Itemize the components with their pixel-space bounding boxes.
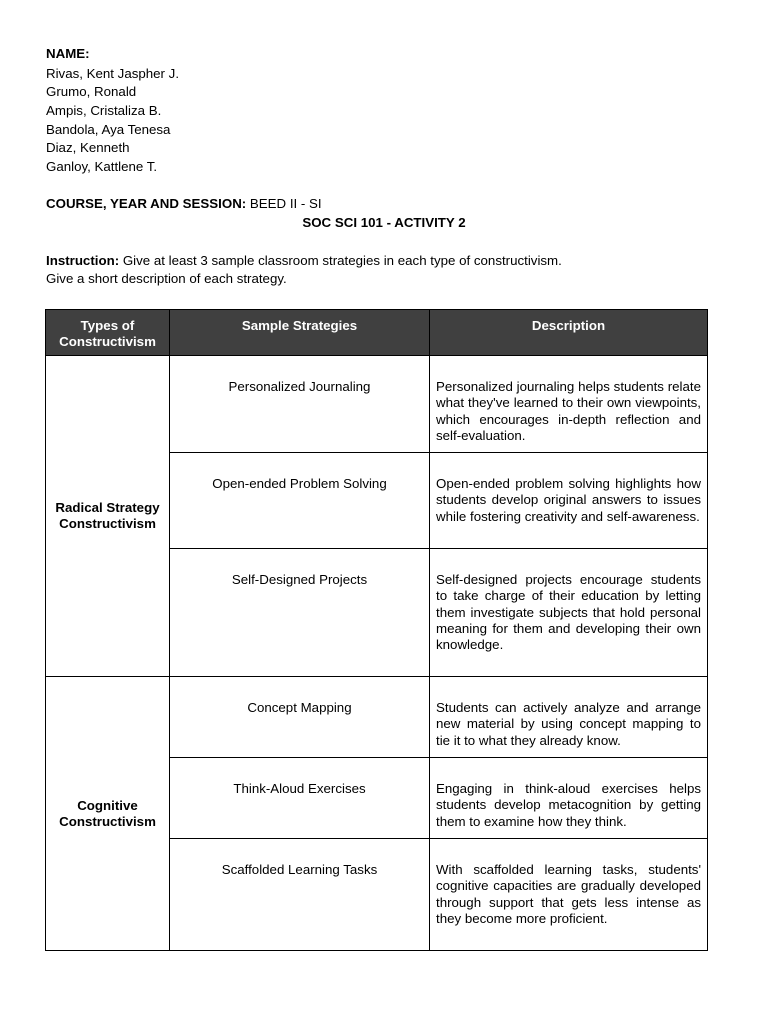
course-value: BEED II - SI [246,196,322,211]
activity-title: SOC SCI 101 - ACTIVITY 2 [302,215,466,230]
description-cell: Personalized journaling helps students relate what they've learned to their own viewpoints, which encourages in-depth reflection and self-evaluation. [430,356,708,453]
header-description: Description [430,310,708,356]
description-cell: Engaging in think-aloud exercises helps students develop metacognition by getting them to examine how they think. [430,758,708,839]
course-line [46,195,322,213]
table-row [46,356,708,453]
strategy-cell: Scaffolded Learning Tasks [170,838,430,950]
description-cell: Open-ended problem solving highlights how students develop original answers to issues while fostering creativity and self-awareness. [430,453,708,549]
instruction-label: Instruction: [46,253,120,268]
student-name: Rivas, Kent Jaspher J. [46,66,180,81]
instruction-text: Give at least 3 sample classroom strategies in each type of constructivism. [119,253,562,268]
type-radical: Radical Strategy Constructivism [46,356,170,677]
description-cell: Students can actively analyze and arrange new material by using concept mapping to tie it to what they already know. [430,677,708,758]
strategy-cell: Concept Mapping [170,677,430,758]
description-cell: Self-designed projects encourage students to take charge of their education by letting them investigate subjects that hold personal meaning for them and developing their own knowledge. [430,549,708,677]
instruction-line [46,252,562,270]
strategies-table [45,309,708,951]
type-cognitive: Cognitive Constructivism [46,677,170,951]
table-row [46,677,708,758]
course-label: COURSE, YEAR AND SESSION: [46,196,247,211]
strategy-cell: Personalized Journaling [170,356,430,453]
student-name: Ganloy, Kattlene T. [46,159,158,174]
instruction-line-2: Give a short description of each strategy. [46,271,287,286]
student-name: Ampis, Cristaliza B. [46,103,162,118]
header-types: Types of Constructivism [46,310,170,356]
student-name: Grumo, Ronald [46,84,137,99]
name-label: NAME: [46,46,90,61]
strategy-cell: Think-Aloud Exercises [170,758,430,839]
student-name: Bandola, Aya Tenesa [46,122,171,137]
table-header-row [46,310,708,356]
student-name: Diaz, Kenneth [46,140,130,155]
strategy-cell: Open-ended Problem Solving [170,453,430,549]
description-cell: With scaffolded learning tasks, students' cognitive capacities are gradually developed through support that gets less intense as they become more proficient. [430,838,708,950]
header-strategies: Sample Strategies [170,310,430,356]
strategy-cell: Self-Designed Projects [170,549,430,677]
